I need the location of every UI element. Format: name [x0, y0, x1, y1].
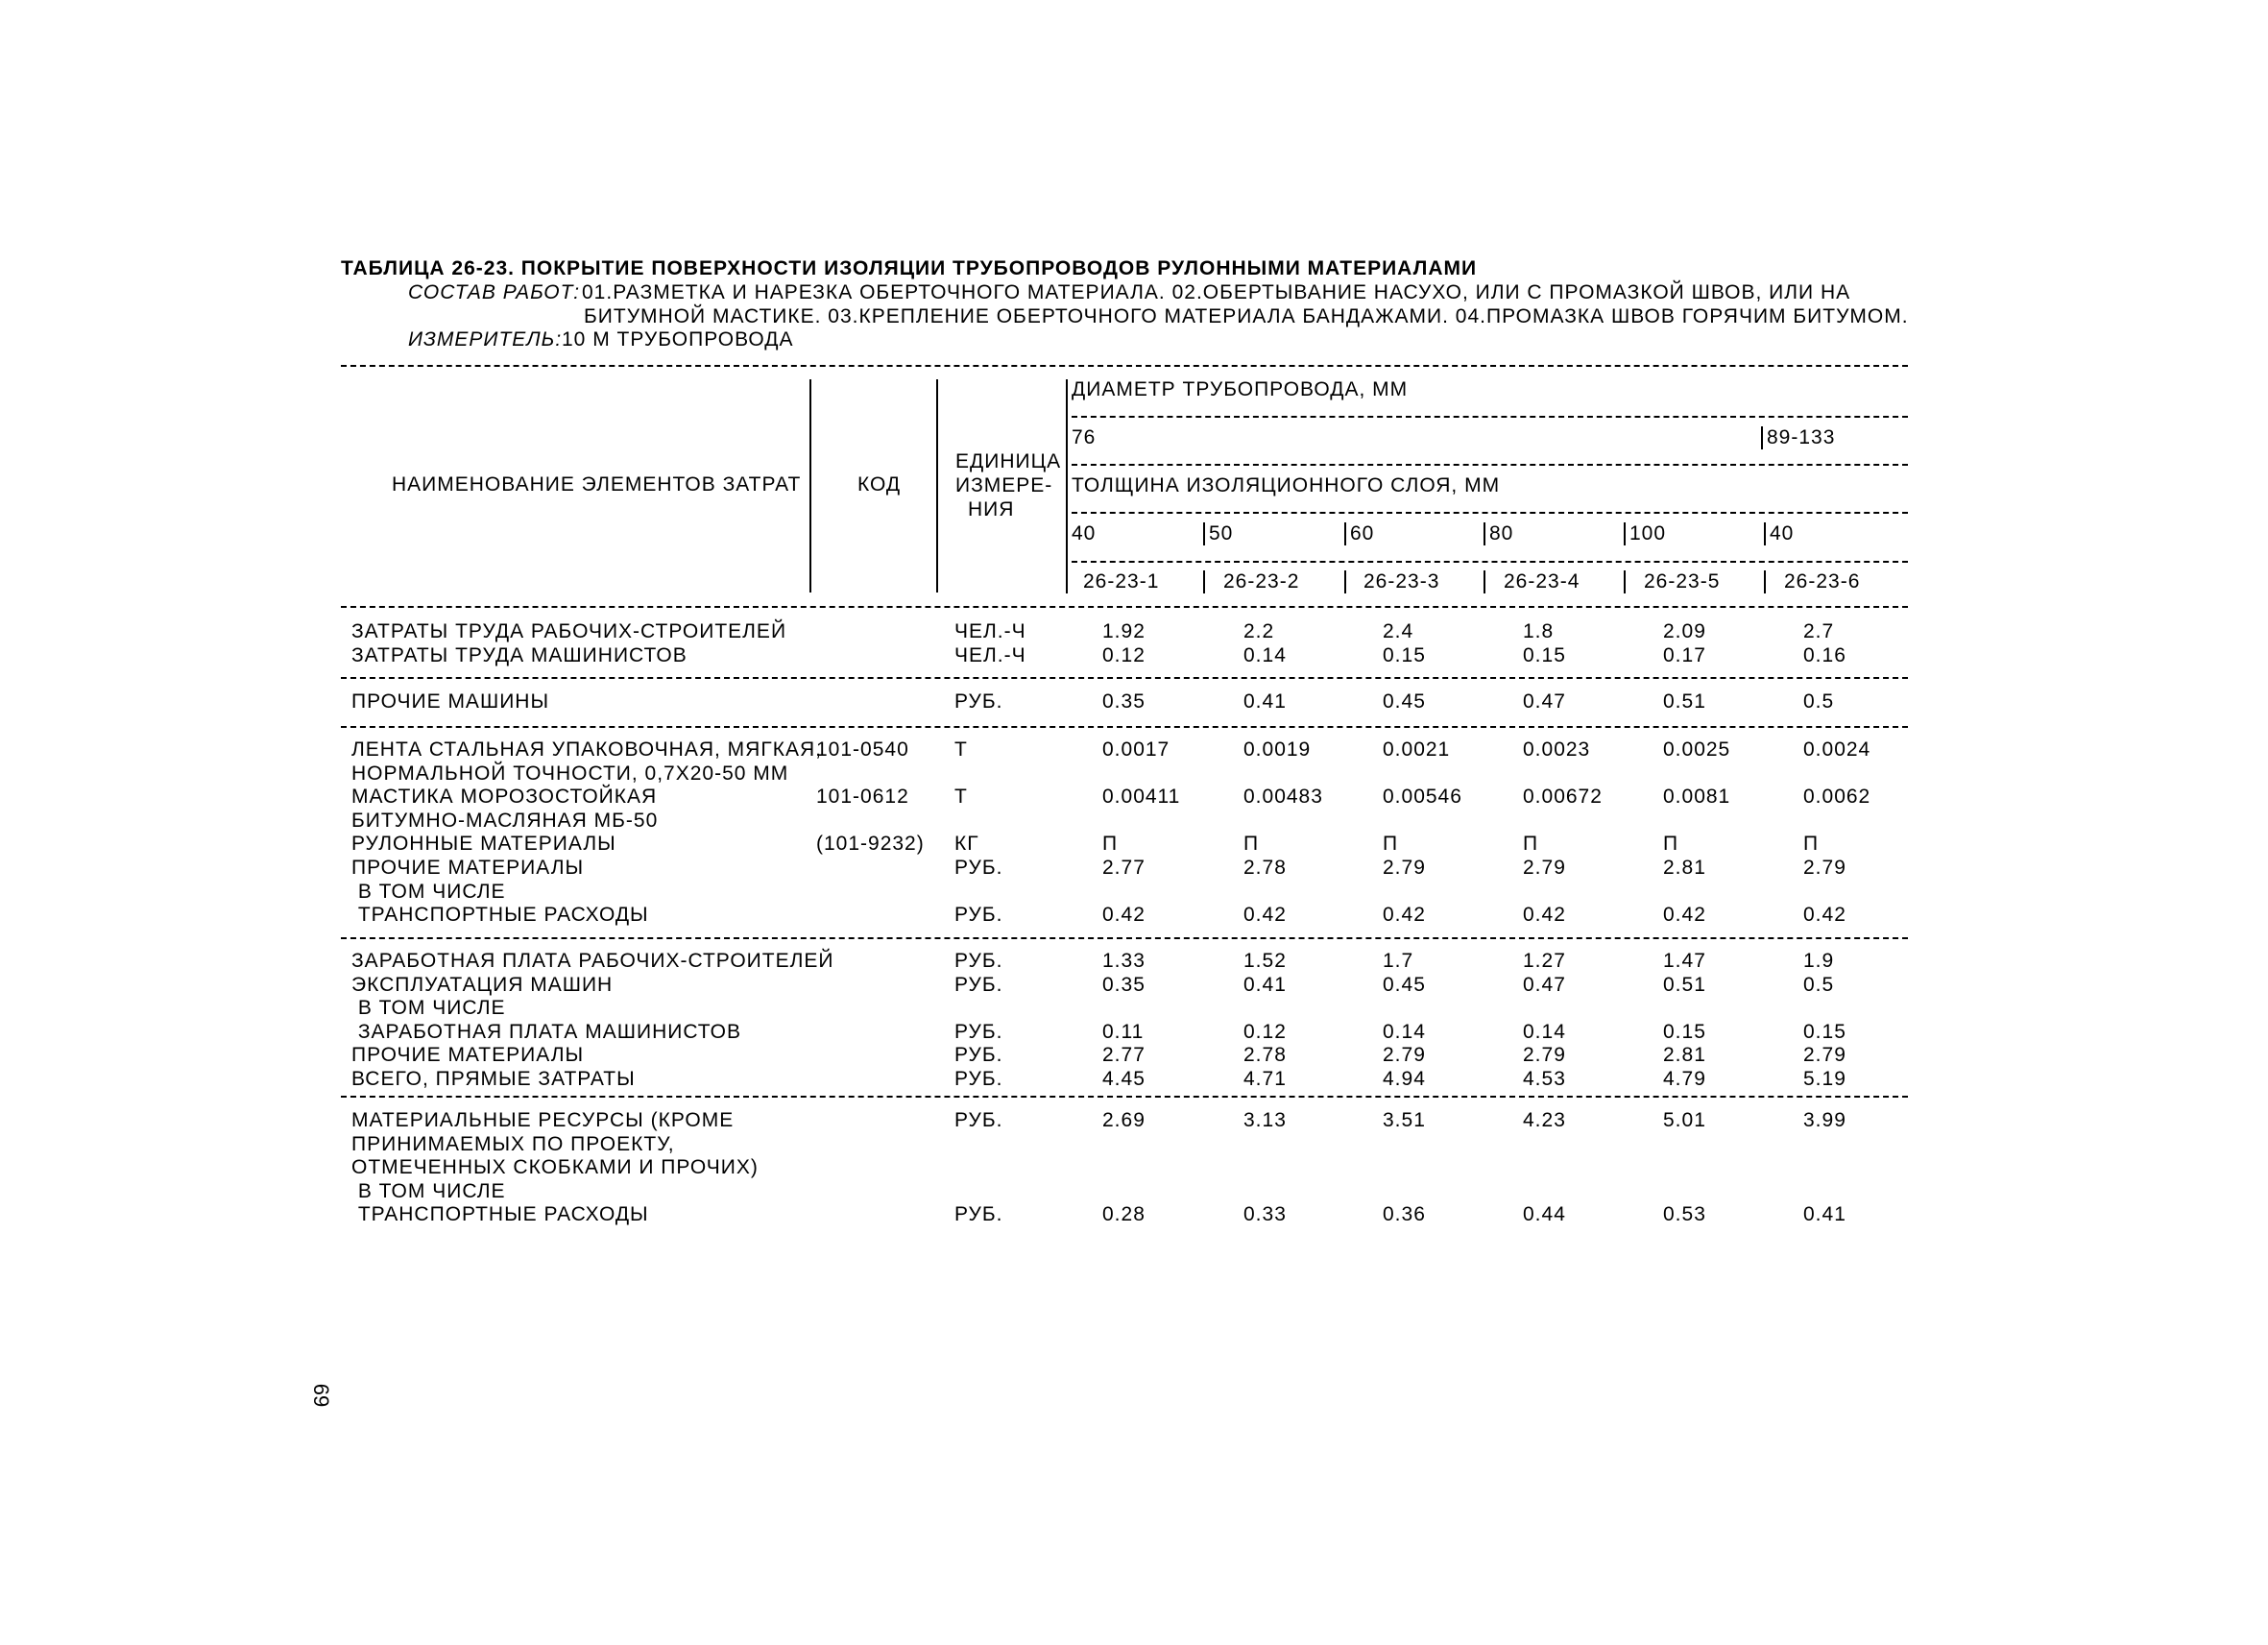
row-name: ПРОЧИЕ МАТЕРИАЛЫ: [351, 857, 585, 879]
thick-4: 80: [1489, 522, 1514, 544]
row-value: 0.00411: [1102, 786, 1181, 808]
code-divider-5: [1624, 570, 1626, 593]
row-value: 0.42: [1383, 904, 1426, 926]
row-value: 0.42: [1803, 904, 1846, 926]
thick-divider-2: [1203, 522, 1205, 545]
row-value: 5.19: [1803, 1068, 1846, 1090]
thick-divider-6: [1764, 522, 1766, 545]
row-value: 1.27: [1523, 950, 1566, 972]
row-value: 2.81: [1663, 1044, 1706, 1066]
row-unit: РУБ.: [954, 1068, 1003, 1090]
row-value: 0.44: [1523, 1203, 1566, 1225]
row-unit: ЧЕЛ.-Ч: [954, 644, 1026, 666]
composition-line-1: 01.РАЗМЕТКА И НАРЕЗКА ОБЕРТОЧНОГО МАТЕРИАЛА. 02.ОБЕРТЫВАНИЕ НАСУХО, ИЛИ С ПРОМАЗКОЙ ШВОВ, ИЛИ НА: [582, 281, 1851, 303]
row-value: 0.41: [1243, 974, 1287, 996]
row-value: 0.53: [1663, 1203, 1706, 1225]
row-value: 0.16: [1803, 644, 1846, 666]
thick-2: 50: [1209, 522, 1234, 544]
row-value: 0.5: [1803, 974, 1835, 996]
row-value: 0.0081: [1663, 786, 1731, 808]
row-value: 4.23: [1523, 1109, 1566, 1131]
row-value: 0.15: [1523, 644, 1566, 666]
composition-line-2: БИТУМНОЙ МАСТИКЕ. 03.КРЕПЛЕНИЕ ОБЕРТОЧНОГО МАТЕРИАЛА БАНДАЖАМИ. 04.ПРОМАЗКА ШВОВ ГОРЯЧИМ БИТУМОМ.: [584, 305, 1909, 327]
row-value: П: [1243, 833, 1260, 855]
row-value: 2.09: [1663, 620, 1706, 642]
row-name: ТРАНСПОРТНЫЕ РАСХОДЫ: [351, 1203, 649, 1225]
row-value: 0.51: [1663, 690, 1706, 713]
row-value: 0.0024: [1803, 738, 1871, 761]
thick-5: 100: [1629, 522, 1667, 544]
code-5: 26-23-5: [1644, 570, 1721, 593]
thick-divider-4: [1484, 522, 1485, 545]
row-value: 1.33: [1102, 950, 1146, 972]
group-separator-rule: [341, 1096, 1908, 1098]
header-diam-76: 76: [1072, 426, 1097, 448]
row-value: 0.12: [1102, 644, 1146, 666]
header-rule-1: [1072, 416, 1908, 418]
row-value: 2.79: [1523, 1044, 1566, 1066]
row-value: 0.0062: [1803, 786, 1871, 808]
row-name: ПРОЧИЕ МАШИНЫ: [351, 690, 550, 713]
row-value: 0.41: [1803, 1203, 1846, 1225]
row-value: 2.77: [1102, 857, 1146, 879]
row-name: ТРАНСПОРТНЫЕ РАСХОДЫ: [351, 904, 649, 926]
header-unit-line-2: ИЗМЕРЕ-: [955, 474, 1053, 496]
row-value: 2.2: [1243, 620, 1275, 642]
row-value: 0.0021: [1383, 738, 1451, 761]
row-value: 0.14: [1523, 1021, 1566, 1043]
code-3: 26-23-3: [1363, 570, 1440, 593]
row-name: БИТУМНО-МАСЛЯНАЯ МБ-50: [351, 810, 659, 832]
thick-1: 40: [1072, 522, 1097, 544]
row-value: 4.53: [1523, 1068, 1566, 1090]
row-name: МАСТИКА МОРОЗОСТОЙКАЯ: [351, 786, 658, 808]
row-unit: Т: [954, 738, 968, 761]
thick-divider-3: [1344, 522, 1346, 545]
header-rule-3: [1072, 512, 1908, 514]
row-value: 0.11: [1102, 1021, 1145, 1043]
row-value: 0.0023: [1523, 738, 1591, 761]
row-value: 0.41: [1243, 690, 1287, 713]
row-value: 2.79: [1523, 857, 1566, 879]
row-unit: РУБ.: [954, 904, 1003, 926]
row-unit: РУБ.: [954, 950, 1003, 972]
row-name: НОРМАЛЬНОЙ ТОЧНОСТИ, 0,7Х20-50 ММ: [351, 762, 789, 785]
row-name: РУЛОННЫЕ МАТЕРИАЛЫ: [351, 833, 616, 855]
row-value: 2.4: [1383, 620, 1414, 642]
row-value: 0.14: [1243, 644, 1287, 666]
row-name: МАТЕРИАЛЬНЫЕ РЕСУРСЫ (КРОМЕ: [351, 1109, 735, 1131]
row-unit: Т: [954, 786, 968, 808]
row-name: В ТОМ ЧИСЛЕ: [351, 997, 506, 1019]
row-code: (101-9232): [816, 833, 925, 855]
row-value: 0.15: [1663, 1021, 1706, 1043]
code-divider-2: [1203, 570, 1205, 593]
row-value: П: [1523, 833, 1539, 855]
row-value: П: [1383, 833, 1399, 855]
row-name: В ТОМ ЧИСЛЕ: [351, 881, 506, 903]
row-code: 101-0612: [816, 786, 909, 808]
row-value: 0.28: [1102, 1203, 1146, 1225]
measure-label: ИЗМЕРИТЕЛЬ:: [408, 328, 563, 351]
row-unit: РУБ.: [954, 857, 1003, 879]
row-value: 0.15: [1383, 644, 1426, 666]
row-value: 2.78: [1243, 1044, 1287, 1066]
row-name: ЭКСПЛУАТАЦИЯ МАШИН: [351, 974, 614, 996]
group-separator-rule: [341, 677, 1908, 679]
row-value: 0.35: [1102, 974, 1146, 996]
row-name: ЗАТРАТЫ ТРУДА РАБОЧИХ-СТРОИТЕЛЕЙ: [351, 620, 787, 642]
code-1: 26-23-1: [1083, 570, 1160, 593]
code-divider-4: [1484, 570, 1485, 593]
header-divider-unit: [1066, 379, 1068, 593]
header-diam-89: 89-133: [1767, 426, 1836, 448]
row-value: 0.47: [1523, 690, 1566, 713]
table-title: ТАБЛИЦА 26-23. ПОКРЫТИЕ ПОВЕРХНОСТИ ИЗОЛЯЦИИ ТРУБОПРОВОДОВ РУЛОННЫМИ МАТЕРИАЛАМИ: [341, 257, 1478, 279]
row-unit: РУБ.: [954, 1109, 1003, 1131]
row-value: 2.79: [1383, 857, 1426, 879]
row-name: В ТОМ ЧИСЛЕ: [351, 1180, 506, 1202]
header-thickness: ТОЛЩИНА ИЗОЛЯЦИОННОГО СЛОЯ, ММ: [1072, 474, 1501, 496]
code-6: 26-23-6: [1784, 570, 1861, 593]
row-value: 2.78: [1243, 857, 1287, 879]
row-name: ЛЕНТА СТАЛЬНАЯ УПАКОВОЧНАЯ, МЯГКАЯ,: [351, 738, 822, 761]
header-divider-name: [809, 379, 811, 593]
row-value: 0.12: [1243, 1021, 1287, 1043]
row-value: 4.71: [1243, 1068, 1287, 1090]
row-value: 1.9: [1803, 950, 1835, 972]
composition-label: СОСТАВ РАБОТ:: [408, 281, 581, 303]
row-unit: ЧЕЛ.-Ч: [954, 620, 1026, 642]
row-value: 2.77: [1102, 1044, 1146, 1066]
row-value: 0.00483: [1243, 786, 1323, 808]
row-name: ВСЕГО, ПРЯМЫЕ ЗАТРАТЫ: [351, 1068, 636, 1090]
row-name: ОТМЕЧЕННЫХ СКОБКАМИ И ПРОЧИХ): [351, 1156, 759, 1178]
row-value: 0.42: [1243, 904, 1287, 926]
row-name: ЗАРАБОТНАЯ ПЛАТА РАБОЧИХ-СТРОИТЕЛЕЙ: [351, 950, 834, 972]
row-value: П: [1663, 833, 1679, 855]
row-value: 0.42: [1663, 904, 1706, 926]
row-value: 1.7: [1383, 950, 1414, 972]
row-value: 2.79: [1383, 1044, 1426, 1066]
row-value: 0.42: [1523, 904, 1566, 926]
row-value: 0.33: [1243, 1203, 1287, 1225]
row-value: 3.99: [1803, 1109, 1846, 1131]
header-diameter: ДИАМЕТР ТРУБОПРОВОДА, ММ: [1072, 378, 1409, 400]
row-name: ЗАРАБОТНАЯ ПЛАТА МАШИНИСТОВ: [351, 1021, 742, 1043]
row-value: 3.51: [1383, 1109, 1426, 1131]
header-rule-2: [1072, 464, 1908, 466]
row-value: 2.69: [1102, 1109, 1146, 1131]
row-value: 1.52: [1243, 950, 1287, 972]
header-unit-line-1: ЕДИНИЦА: [955, 450, 1062, 472]
row-unit: РУБ.: [954, 1203, 1003, 1225]
header-divider-89: [1761, 426, 1763, 449]
row-value: 0.14: [1383, 1021, 1426, 1043]
row-value: 0.45: [1383, 690, 1426, 713]
header-bottom-rule: [341, 606, 1908, 608]
header-top-rule: [341, 365, 1908, 367]
row-value: 0.0017: [1102, 738, 1170, 761]
row-unit: КГ: [954, 833, 979, 855]
row-value: 0.36: [1383, 1203, 1426, 1225]
row-value: 3.13: [1243, 1109, 1287, 1131]
row-value: 2.7: [1803, 620, 1835, 642]
row-value: 4.94: [1383, 1068, 1426, 1090]
row-value: 0.15: [1803, 1021, 1846, 1043]
row-value: 2.79: [1803, 857, 1846, 879]
row-name: ПРИНИМАЕМЫХ ПО ПРОЕКТУ,: [351, 1133, 675, 1155]
code-divider-3: [1344, 570, 1346, 593]
group-separator-rule: [341, 726, 1908, 728]
code-divider-6: [1764, 570, 1766, 593]
row-value: 0.45: [1383, 974, 1426, 996]
row-value: 1.47: [1663, 950, 1706, 972]
row-value: 2.81: [1663, 857, 1706, 879]
row-value: 0.42: [1102, 904, 1146, 926]
code-divider-1: [1066, 570, 1068, 593]
row-value: 0.5: [1803, 690, 1835, 713]
thick-3: 60: [1350, 522, 1375, 544]
row-unit: РУБ.: [954, 1044, 1003, 1066]
thick-6: 40: [1770, 522, 1795, 544]
thick-divider-5: [1624, 522, 1626, 545]
row-unit: РУБ.: [954, 690, 1003, 713]
header-divider-code: [936, 379, 938, 593]
row-value: 4.79: [1663, 1068, 1706, 1090]
row-value: П: [1803, 833, 1820, 855]
group-separator-rule: [341, 937, 1908, 939]
row-value: П: [1102, 833, 1119, 855]
row-value: 0.17: [1663, 644, 1706, 666]
measure-value: 10 М ТРУБОПРОВОДА: [562, 328, 794, 351]
page-number: 69: [309, 1383, 334, 1408]
row-code: 101-0540: [816, 738, 909, 761]
row-value: 0.51: [1663, 974, 1706, 996]
row-value: 1.8: [1523, 620, 1555, 642]
row-unit: РУБ.: [954, 974, 1003, 996]
header-code-col: КОД: [857, 473, 902, 496]
code-4: 26-23-4: [1504, 570, 1580, 593]
row-value: 0.0025: [1663, 738, 1731, 761]
row-unit: РУБ.: [954, 1021, 1003, 1043]
row-value: 0.47: [1523, 974, 1566, 996]
code-2: 26-23-2: [1223, 570, 1300, 593]
header-name-col: НАИМЕНОВАНИЕ ЭЛЕМЕНТОВ ЗАТРАТ: [392, 473, 802, 496]
row-name: ЗАТРАТЫ ТРУДА МАШИНИСТОВ: [351, 644, 688, 666]
row-value: 0.0019: [1243, 738, 1312, 761]
header-rule-4: [1072, 561, 1908, 563]
row-value: 5.01: [1663, 1109, 1706, 1131]
header-unit-line-3: НИЯ: [968, 498, 1015, 520]
row-value: 0.35: [1102, 690, 1146, 713]
row-value: 0.00672: [1523, 786, 1603, 808]
row-value: 4.45: [1102, 1068, 1146, 1090]
row-name: ПРОЧИЕ МАТЕРИАЛЫ: [351, 1044, 585, 1066]
row-value: 0.00546: [1383, 786, 1462, 808]
row-value: 1.92: [1102, 620, 1146, 642]
row-value: 2.79: [1803, 1044, 1846, 1066]
